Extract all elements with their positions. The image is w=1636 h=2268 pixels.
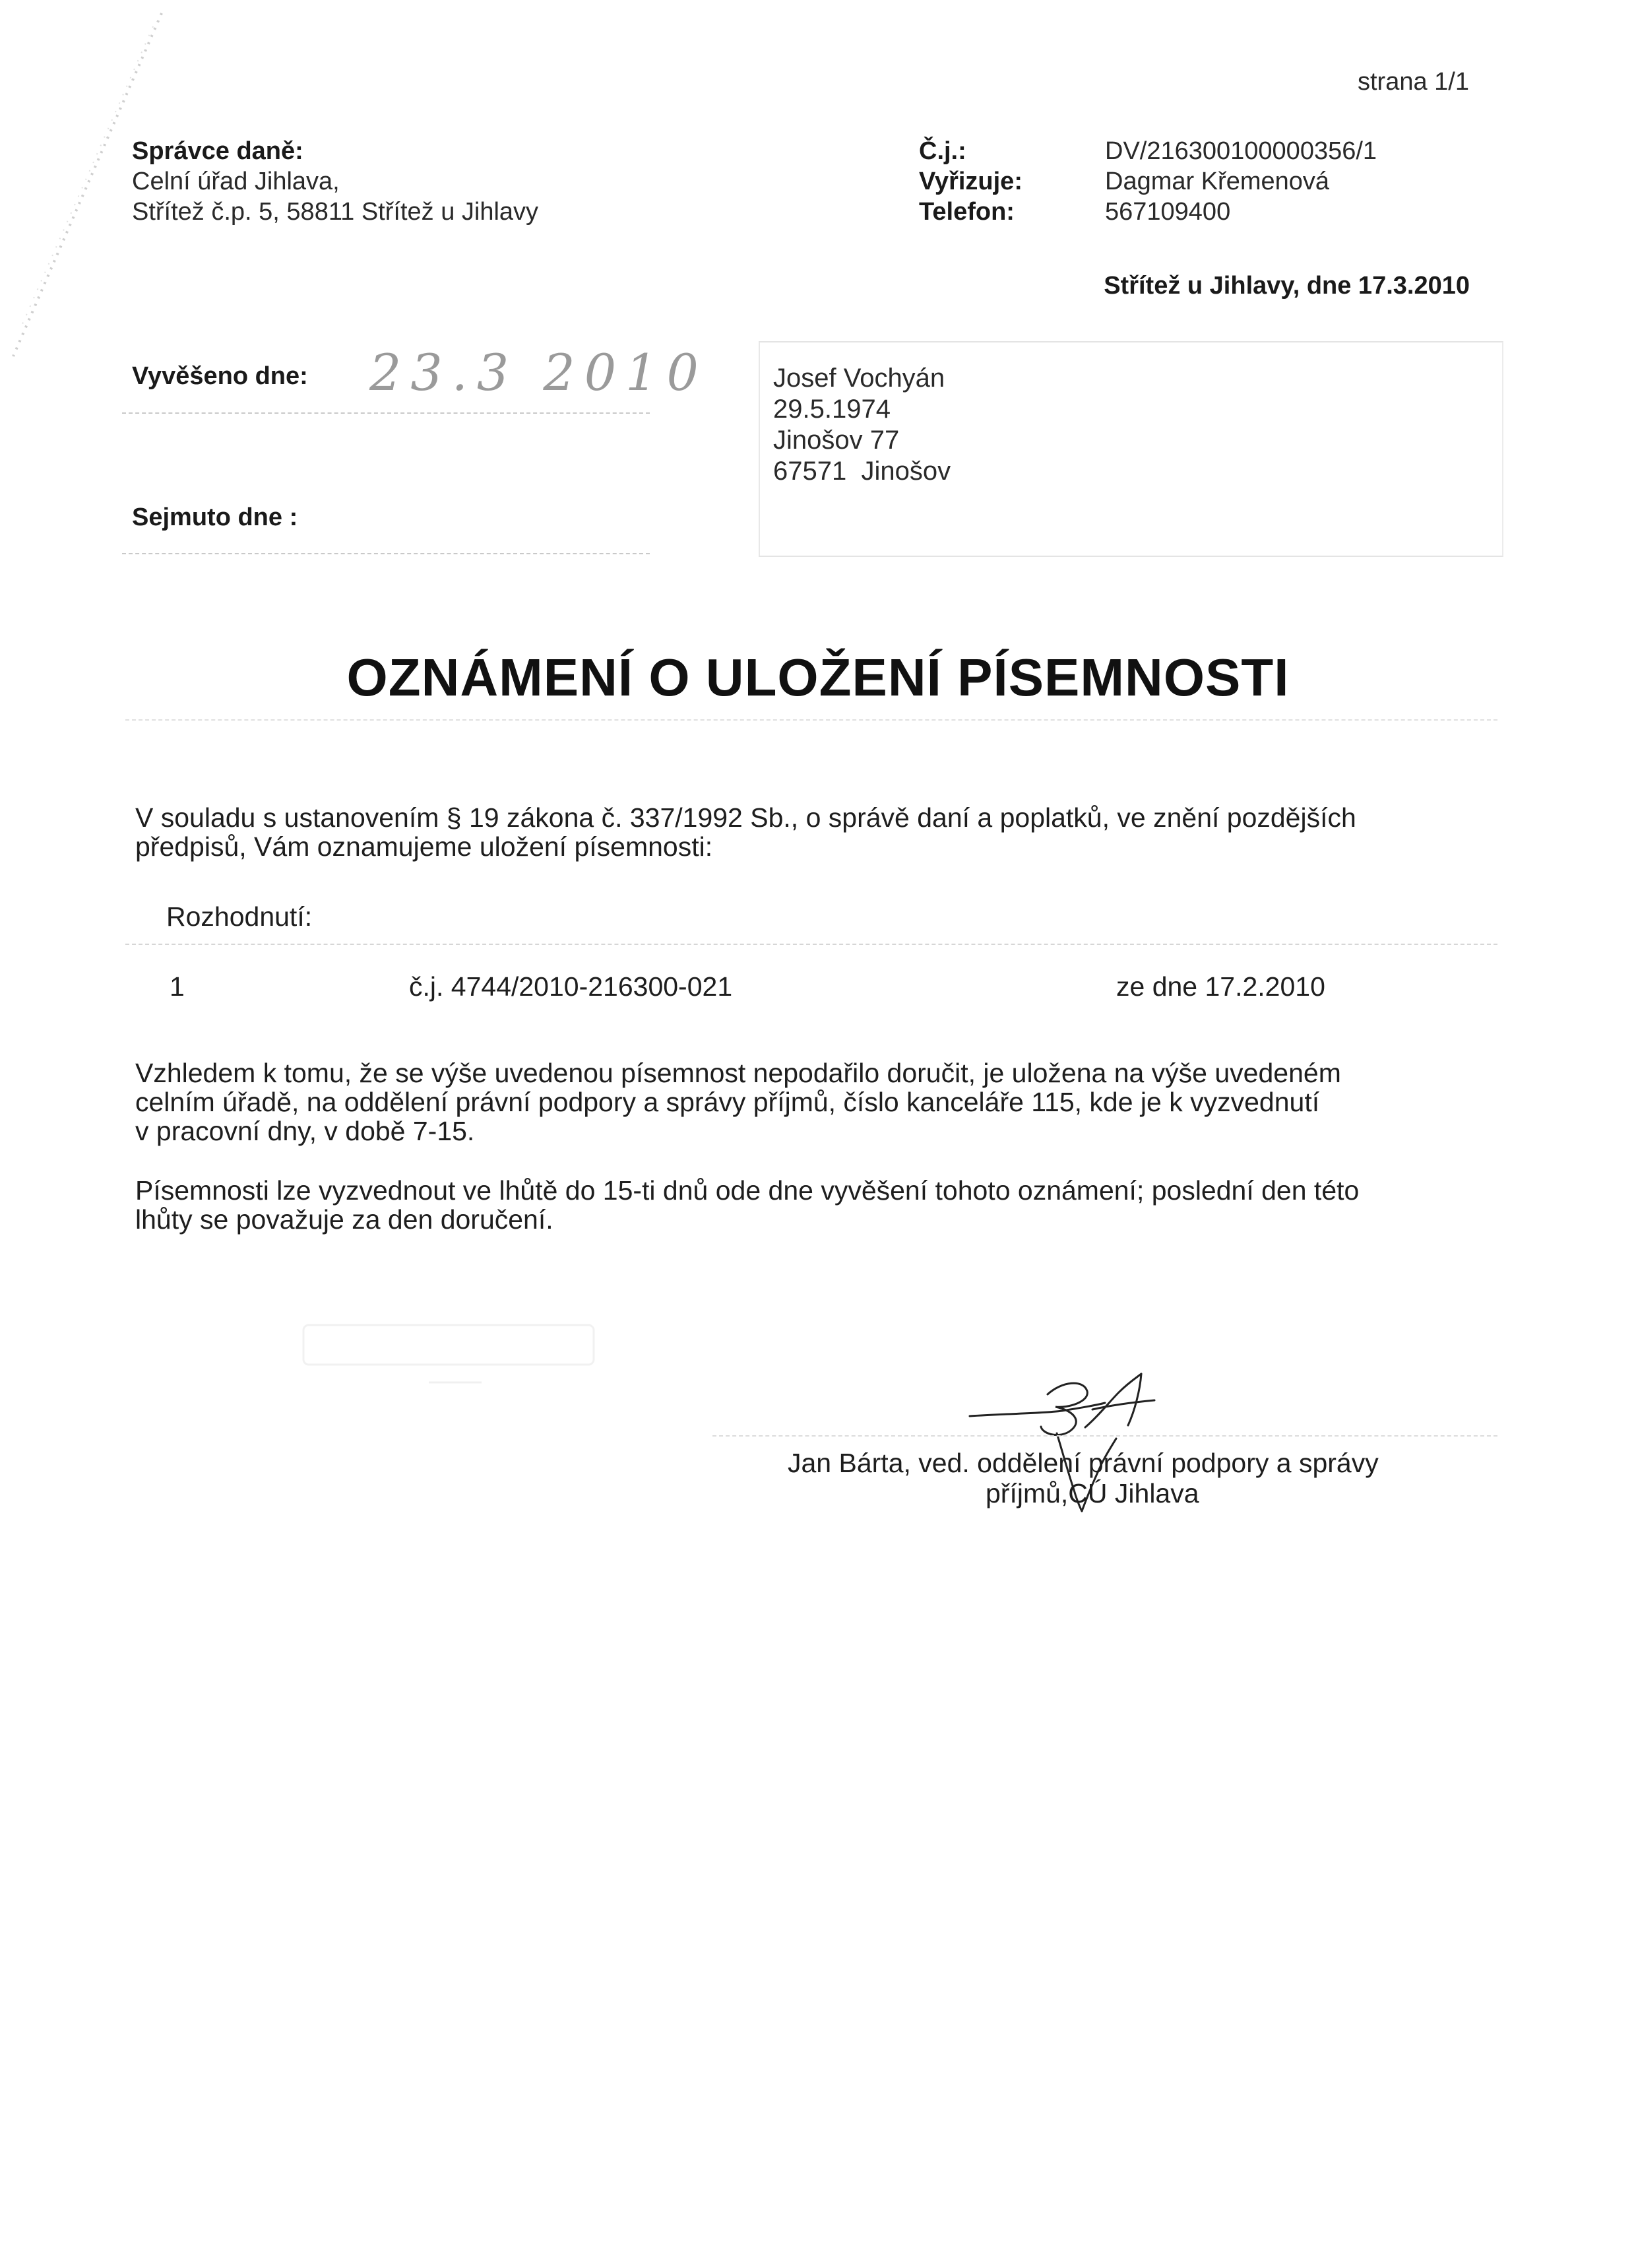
notice-paragraph-line-2: celním úřadě, na oddělení právní podpory a správy příjmů, číslo kanceláře 115, kde je k vyzvednutí bbox=[135, 1087, 1320, 1117]
signatory-line-2: příjmů,CÚ Jihlava bbox=[986, 1478, 1199, 1508]
document-row-number: 1 bbox=[170, 971, 185, 1002]
handler-label: Vyřizuje: bbox=[919, 168, 1022, 195]
intro-line-2: předpisů, Vám oznamujeme uložení písemnosti: bbox=[135, 831, 713, 862]
deadline-paragraph-line-2: lhůty se považuje za den doručení. bbox=[135, 1204, 553, 1235]
notice-paragraph-line-3: v pracovní dny, v době 7-15. bbox=[135, 1116, 475, 1146]
recipient-street: Jinošov 77 bbox=[773, 426, 900, 455]
recipient-name: Josef Vochyán bbox=[773, 364, 945, 393]
posted-label: Vyvěšeno dne: bbox=[132, 362, 308, 390]
page-number: strana 1/1 bbox=[1358, 68, 1469, 96]
recipient-city: 67571 Jinošov bbox=[773, 457, 951, 486]
document-type-label: Rozhodnutí: bbox=[166, 901, 313, 932]
recipient-birth-date: 29.5.1974 bbox=[773, 395, 891, 424]
handler-value: Dagmar Křemenová bbox=[1105, 168, 1330, 195]
administrator-name: Celní úřad Jihlava, bbox=[132, 168, 340, 195]
signatory-line-1: Jan Bárta, ved. oddělení právní podpory a správy bbox=[788, 1448, 1379, 1478]
posted-line bbox=[122, 412, 650, 414]
notice-paragraph-line-1: Vzhledem k tomu, že se výše uvedenou písemnost nepodařilo doručit, je uložena na výše uvedeném bbox=[135, 1058, 1341, 1088]
signature-line bbox=[712, 1435, 1497, 1437]
deadline-paragraph-line-1: Písemnosti lze vyzvednout ve lhůtě do 15-ti dnů ode dne vyvěšení tohoto oznámení; poslední den této bbox=[135, 1175, 1360, 1206]
document-row-reference: č.j. 4744/2010-216300-021 bbox=[409, 971, 733, 1002]
administrator-title: Správce daně: bbox=[132, 137, 303, 165]
document-title: OZNÁMENÍ O ULOŽENÍ PÍSEMNOSTI bbox=[346, 648, 1290, 707]
title-rule bbox=[125, 719, 1497, 721]
administrator-address: Střítež č.p. 5, 58811 Střítež u Jihlavy bbox=[132, 198, 539, 226]
place-date: Střítež u Jihlavy, dne 17.3.2010 bbox=[1104, 272, 1470, 300]
removed-line bbox=[122, 553, 650, 554]
posted-date-handwritten: 23.3 2010 bbox=[369, 343, 708, 402]
ref-value: DV/216300100000356/1 bbox=[1105, 137, 1377, 165]
document-list-rule bbox=[125, 944, 1497, 945]
intro-line-1: V souladu s ustanovením § 19 zákona č. 337/1992 Sb., o správě daní a poplatků, ve znění pozdějších bbox=[135, 802, 1356, 833]
ref-label: Č.j.: bbox=[919, 137, 966, 165]
removed-label: Sejmuto dne : bbox=[132, 503, 298, 531]
phone-value: 567109400 bbox=[1105, 198, 1231, 226]
phone-label: Telefon: bbox=[919, 198, 1015, 226]
faint-stamp bbox=[297, 1320, 600, 1399]
document-row-date: ze dne 17.2.2010 bbox=[1116, 971, 1325, 1002]
